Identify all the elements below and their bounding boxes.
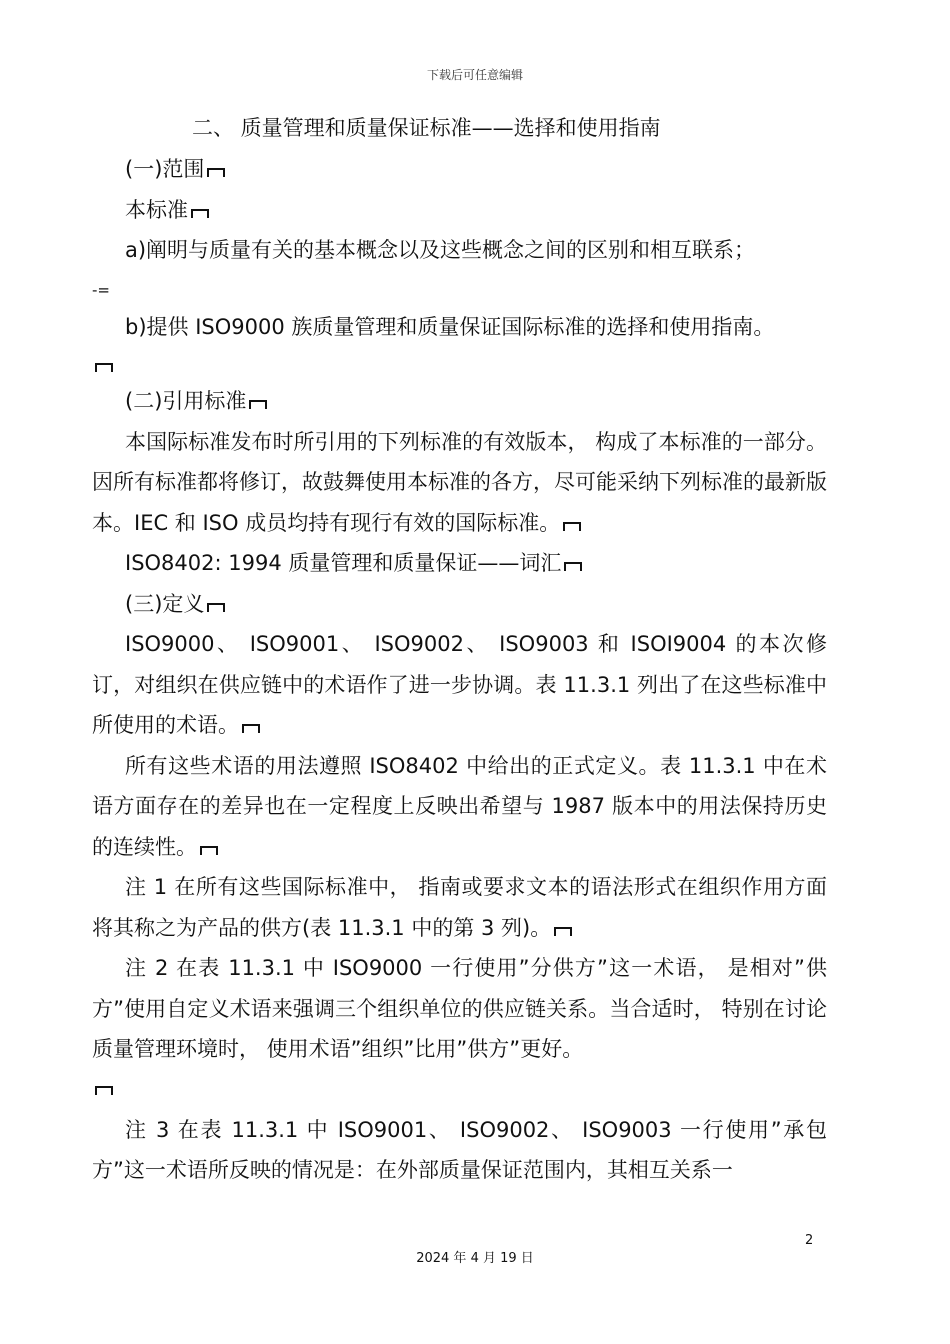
paragraph-mark-icon (564, 562, 582, 571)
paragraph-note-2: 注 2 在表 11.3.1 中 ISO9000 一行使用”分供方”这一术语， 是相对”供方”使用自定义术语来强调三个组织单位的供应链关系。当合适时， 特别在讨论质量管理环境时， 使用术语”组织”比用”供方”更好。 (92, 948, 827, 1104)
paragraph-usage: 所有这些术语的用法遵照 ISO8402 中给出的正式定义。表 11.3.1 中在术语方面存在的差异也在一定程度上反映出希望与 1987 版本中的用法保持历史的连续性。 (92, 753, 827, 859)
paragraph-mark-icon (207, 603, 225, 612)
paragraph-note-3: 注 3 在表 11.3.1 中 ISO9001、 ISO9002、 ISO9003 一行使用”承包方”这一术语所反映的情况是：在外部质量保证范围内，其相互关系一 (92, 1117, 827, 1182)
paragraph-iso8402: ISO8402: 1994 质量管理和质量保证——词汇 (92, 543, 827, 584)
footer-date: 2024 年 4 月 19 日 (416, 1251, 534, 1266)
paragraph-definitions-heading: (三)定义 (92, 584, 827, 625)
paragraph-references-body: 本国际标准发布时所引用的下列标准的有效版本， 构成了本标准的一部分。因所有标准都将修订，故鼓舞使用本标准的各方，尽可能采纳下列标准的最新版本。IEC 和 ISO 成员均持有现行有效的国际标准。 (92, 429, 827, 535)
paragraph-item-b: b)提供 ISO9000 族质量管理和质量保证国际标准的选择和使用指南。 (92, 307, 827, 382)
section-title: 二、 质量管理和质量保证标准——选择和使用指南 (192, 116, 661, 140)
paragraph-standard-intro: 本标准 (92, 190, 827, 231)
paragraph-mark-icon (207, 168, 225, 177)
paragraph-references-heading: (二)引用标准 (92, 381, 827, 422)
paragraph-mark-icon (249, 400, 267, 409)
stray-glyph: -= (92, 280, 110, 299)
paragraph-mark-icon (95, 1086, 113, 1095)
paragraph-mark-icon (242, 724, 260, 733)
paragraph-scope-heading: (一)范围 (92, 149, 827, 190)
header-note: 下载后可任意编辑 (426, 68, 523, 82)
paragraph-mark-icon (563, 522, 581, 531)
paragraph-mark-icon (554, 927, 572, 936)
paragraph-mark-icon (191, 209, 209, 218)
paragraph-item-a: a)阐明与质量有关的基本概念以及这些概念之间的区别和相互联系； -= (92, 238, 756, 299)
page-number: 2 (805, 1233, 814, 1248)
paragraph-mark-icon (95, 363, 113, 372)
paragraph-note-1: 注 1 在所有这些国际标准中， 指南或要求文本的语法形式在组织作用方面将其称之为产品的供方(表 11.3.1 中的第 3 列)。 (92, 875, 827, 940)
paragraph-revision: ISO9000、 ISO9001、 ISO9002、 ISO9003 和 ISOI9004 的本次修订，对组织在供应链中的术语作了进一步协调。表 11.3.1 列出了在这些标准中所使用的术语。 (92, 632, 827, 737)
document-body (92, 108, 827, 1191)
paragraph-mark-icon (200, 846, 218, 855)
